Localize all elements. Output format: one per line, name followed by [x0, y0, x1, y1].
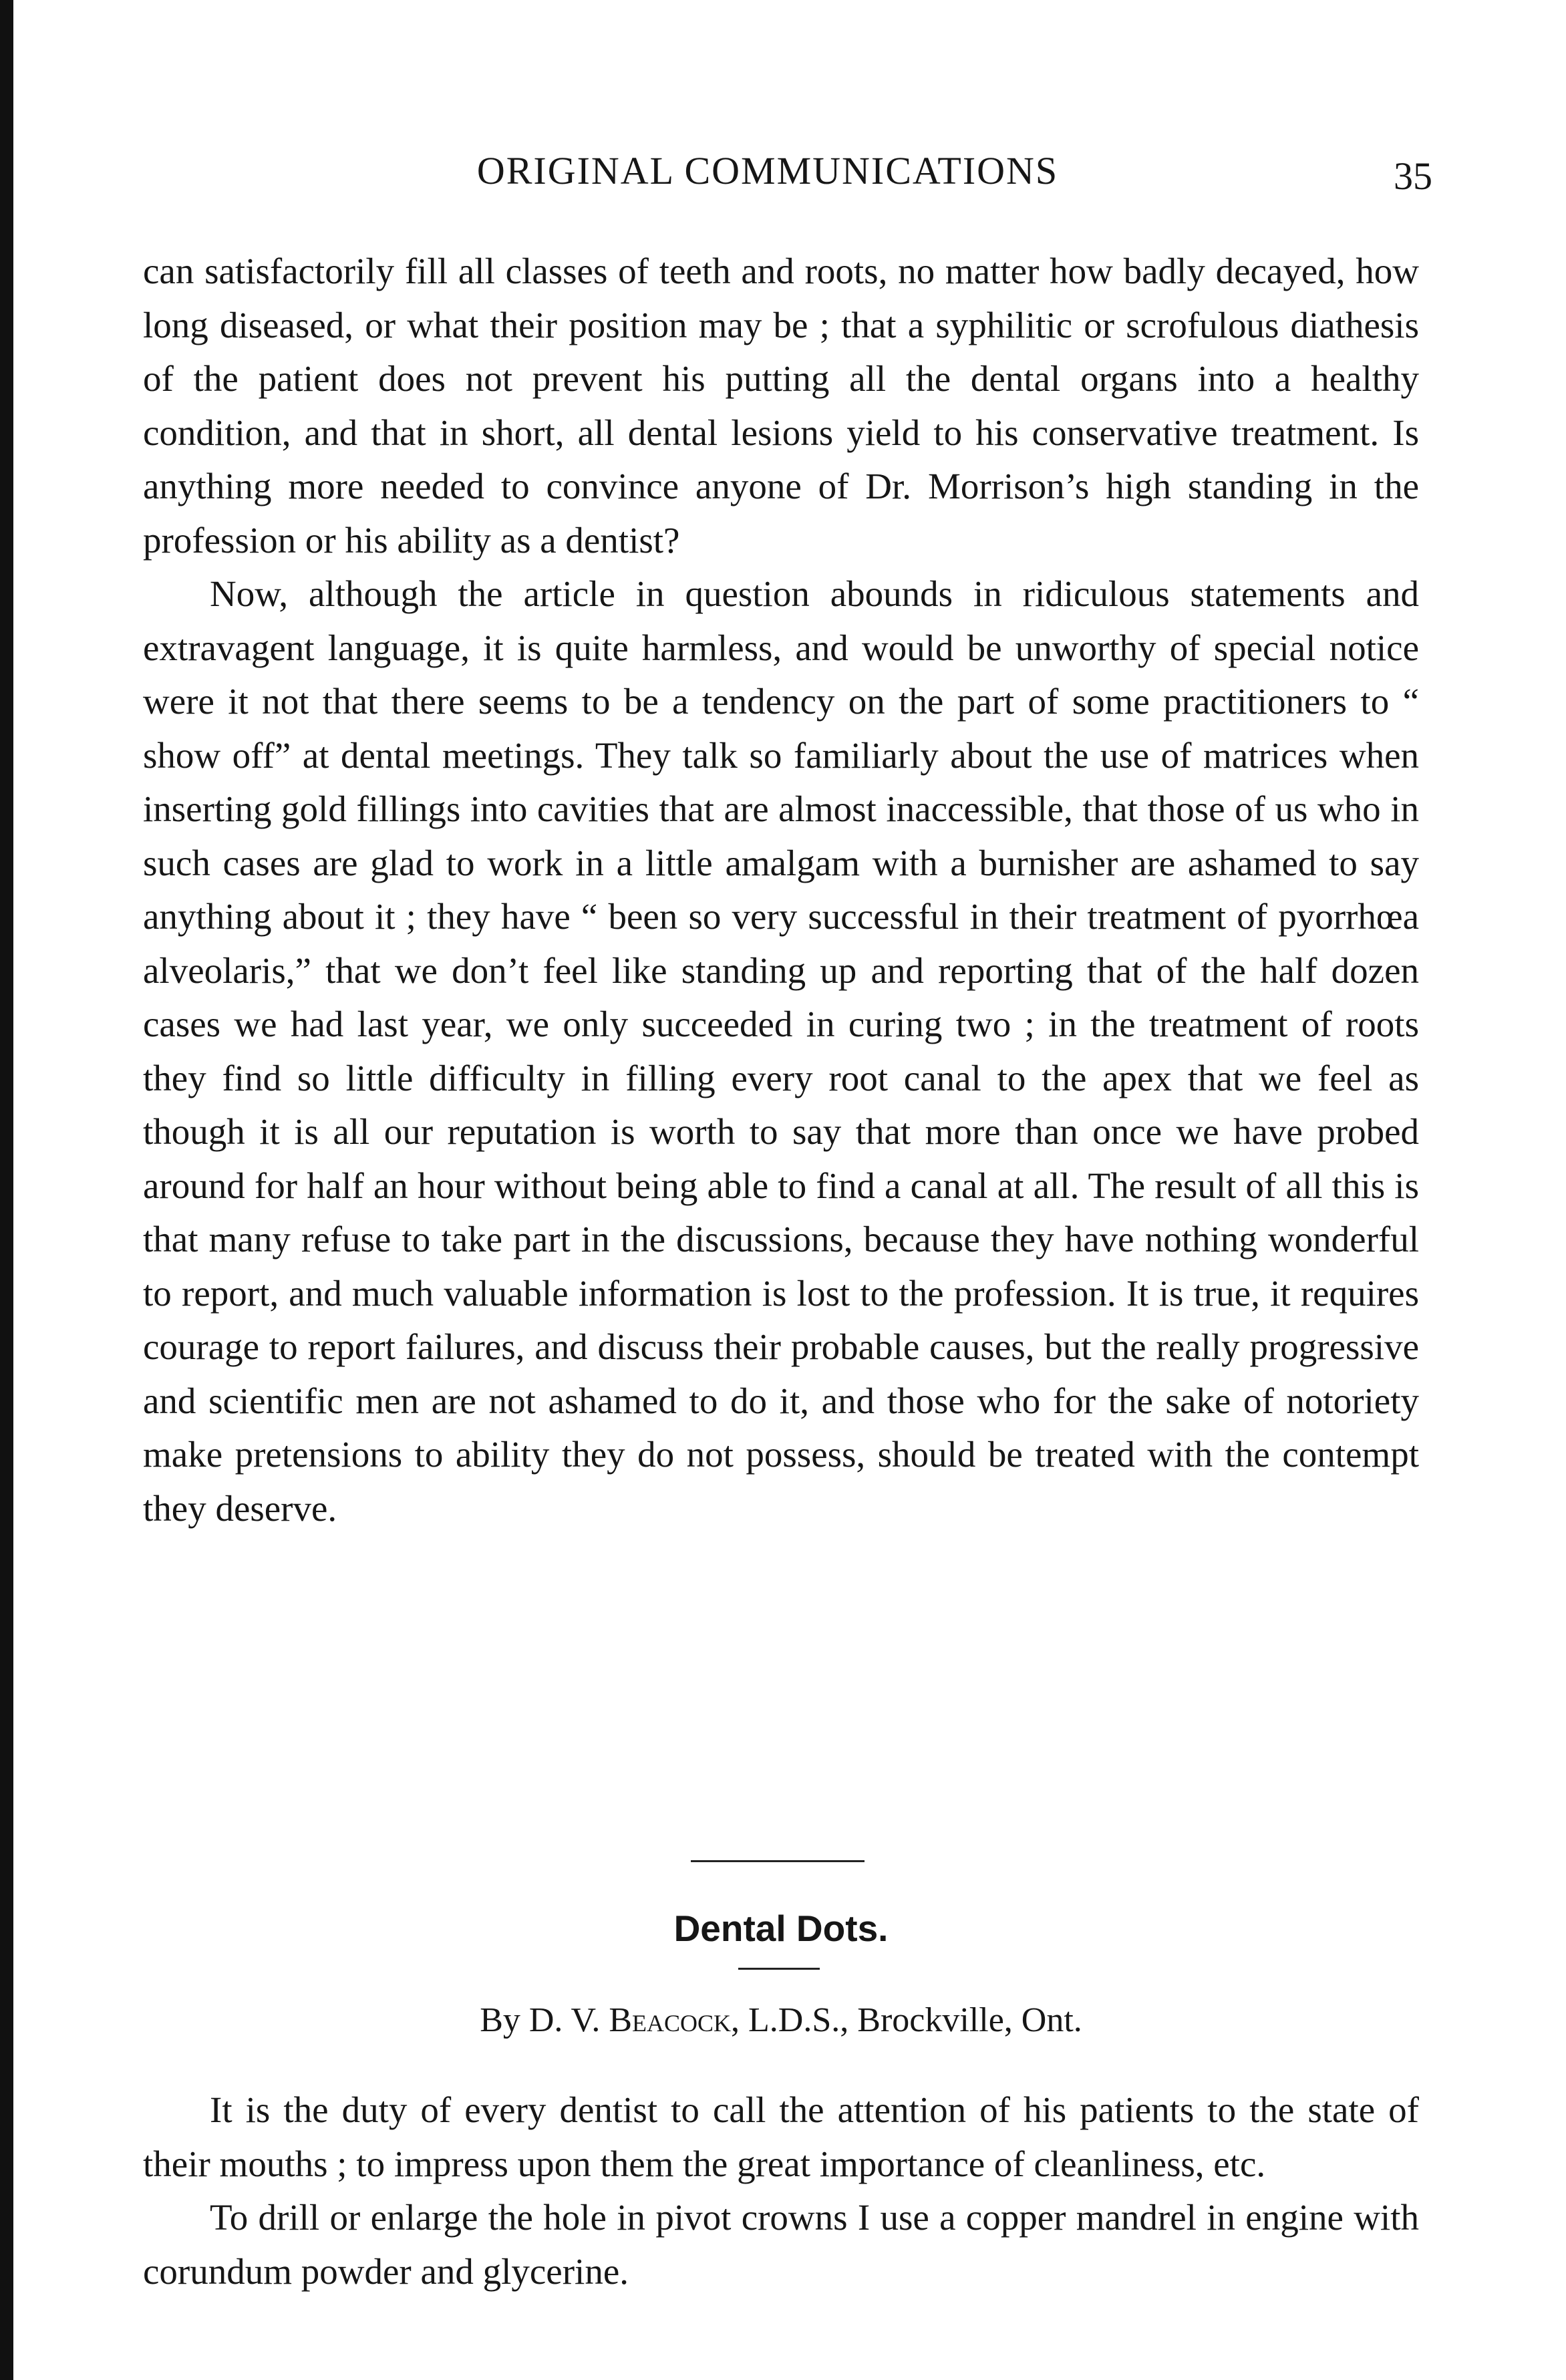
paragraph: To drill or enlarge the hole in pivot crowns I use a copper mandrel in engine with corundum powder and glycerine.	[143, 2197, 1419, 2292]
article-byline	[143, 2000, 1419, 2040]
byline-prefix: By D. V.	[480, 2001, 609, 2039]
paragraph: Now, although the article in question abounds in ridiculous statements and extravagent language, it is quite harmless, and would be unworthy of special notice were it not that there seems to be a tendency on the part of some practitioners to “ show off” at dental meetings. They talk so familiarly about the use of matrices when inserting gold fillings into cavities that are almost inaccessible, that those of us who in such cases are glad to work in a little amalgam with a burnisher are ashamed to say anything about it ; they have “ been so very successful in their treatment of pyorrhœa alveolaris,” that we don’t feel like standing up and reporting that of the half dozen cases we had last year, we only succeeded in curing two ; in the treatment of roots they find so little difficulty in filling every root canal to the apex that we feel as though it is all our reputation is worth to say that more than once we have probed around for half an hour without being able to find a canal at all. The result of all this is that many refuse to take part in the discussions, because they have nothing wonderful to report, and much valuable information is lost to the profession. It is true, it requires courage to report failures, and discuss their probable causes, but the really progressive and scientific men are not ashamed to do it, and those who for the sake of notoriety make pretensions to ability they do not possess, should be treated with the contempt they deserve.	[143, 573, 1419, 1529]
article-title: Dental Dots.	[673, 1908, 889, 1949]
paragraph: It is the duty of every dentist to call the attention of his patients to the state of their mouths ; to impress upon them the great importance of cleanliness, etc.	[143, 2089, 1419, 2184]
body-text-continued	[143, 245, 1419, 1535]
section-divider	[691, 1860, 865, 1862]
byline-suffix: , L.D.S., Brockville, Ont.	[731, 2001, 1082, 2039]
byline-author-name: Beacock	[609, 2001, 732, 2039]
title-underline	[738, 1968, 820, 1970]
running-head	[143, 148, 1432, 202]
page-number: 35	[1394, 154, 1432, 198]
running-title: ORIGINAL COMMUNICATIONS	[476, 149, 1059, 192]
article-body	[143, 2083, 1419, 2298]
paragraph: can satisfactorily fill all classes of teeth and roots, no matter how badly decayed, how long diseased, or what their position may be ; that a syphilitic or scrofulous diathesis of the patient does not prevent his putting all the dental organs into a healthy condition, and that in short, all dental lesions yield to his conservative treatment. Is anything more needed to convince anyone of Dr. Morrison’s high standing in the profession or his ability as a dentist?	[143, 251, 1419, 561]
scan-edge-shadow	[0, 0, 13, 2380]
